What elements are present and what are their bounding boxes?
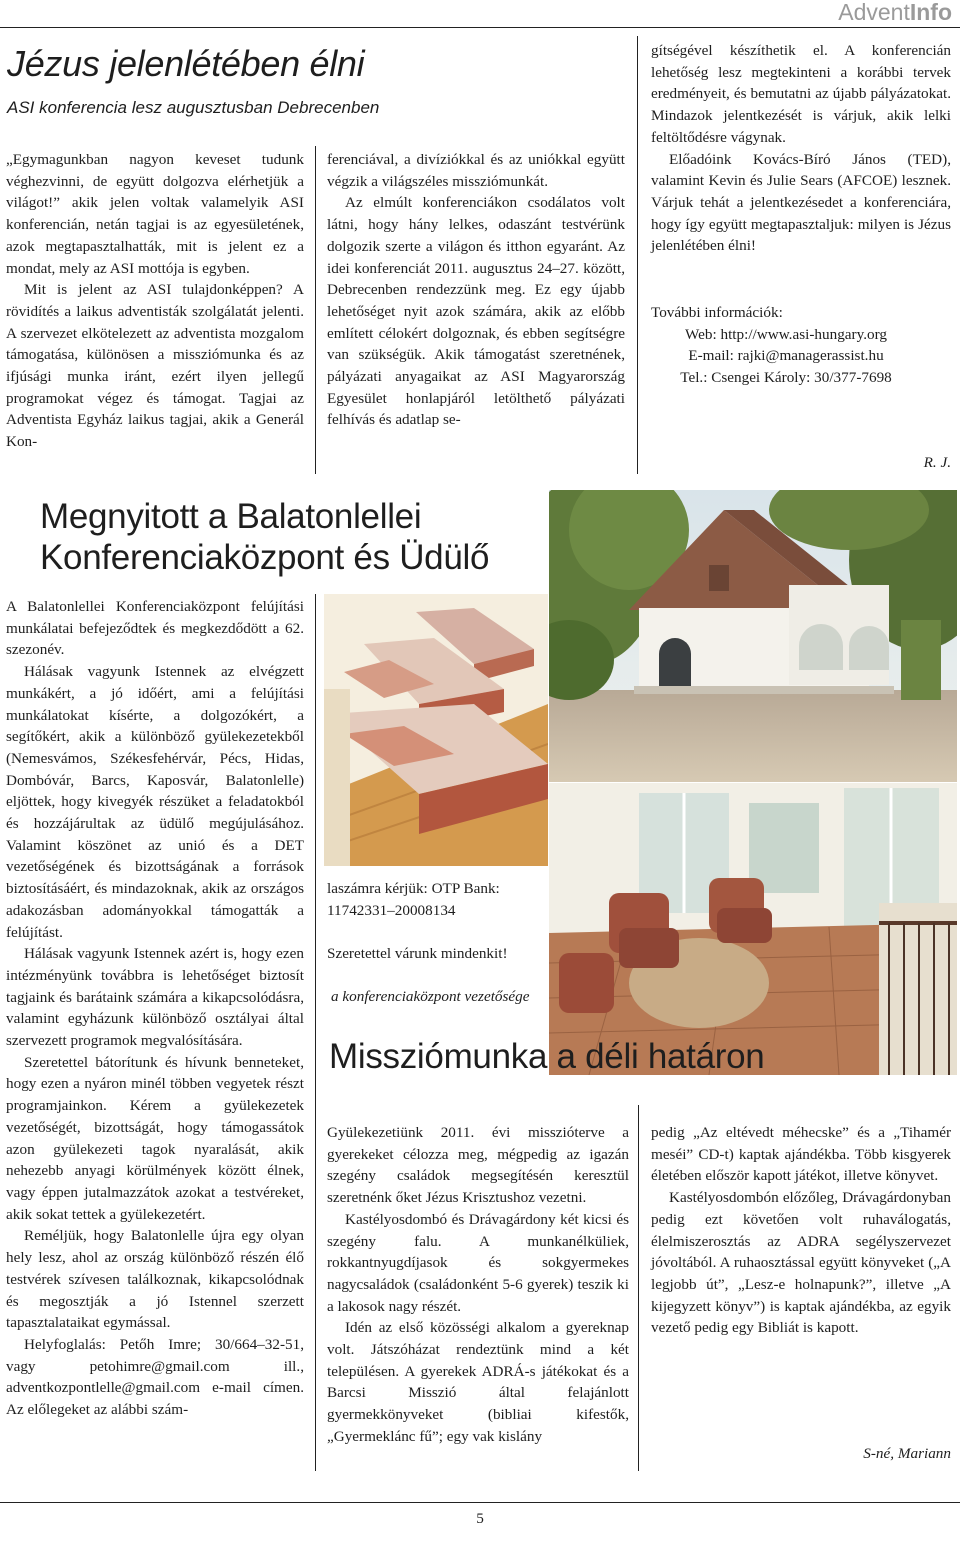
article2-col1-p4: Szeretettel bátorítunk és hívunk benneteket, hogy ezen a nyáron minél többen vegyetek részt programjainkon. Kérem a gyülekezetek vezetőségét, bizottságát, hogy támogassátok azon gyülekezeti tagok nyaralását, akik nehezebb anyagi körülmények között élnek, vagy éppen jutalmazzátok azokat a testvéreket, akik sokat tettek a gyülekezetért. [6, 1053, 304, 1223]
header-rule [0, 27, 960, 28]
info-tel: Tel.: Csengei Károly: 30/377-7698 [680, 369, 892, 387]
article3-signature: S-né, Mariann [863, 1445, 951, 1462]
brand-bold: Info [909, 0, 952, 25]
article1-col1 [6, 149, 304, 453]
article3-title: Missziómunka a déli határon [329, 1037, 765, 1076]
article3-col1-p1: Gyülekezetiünk 2011. évi missziótervе a gyerekeket célozza meg, mégpedig az igazán szegény családok megsegítésén keresztül szeretnénk őket Jézus Krisztushoz vezetni. [327, 1124, 629, 1207]
article2-col1-p5: Reméljük, hogy Balatonlelle újra egy olyan hely lesz, ahol az ország különböző részén élő testvérek szívesen találkoznak, kikapcsolódnak és megosztják a jó Istennel szerzett tapasztalataikat egymással. [6, 1227, 304, 1332]
column-divider [315, 594, 316, 1471]
article1-title: Jézus jelenlétében élni [7, 43, 365, 84]
article2-col1-p2: Hálásak vagyunk Istennek az elvégzett munkákért, a jó időért, ami a felújítási munkálatokat kísérte, a dolgozókért, a segítőkért, akik a különböző gyülekezetekből (Nemesvámos, Székesfehérvár, Pécs, Hidas, Dombóvár, Barcs, Kaposvár, Balatonlelle) eljöttek, hogy kivegyék részüket a feladatokból és hozzájárultak az üdülő megújulásához. Valamint köszönet az unió és a DET vezetőségének és bizottságának a források biztosításáért, és mindazoknak, akik az országos adakozásban adományokkal támogatták a felújítást. [6, 663, 304, 941]
article2-bank: laszámra kérjük: OTP Bank: 11742331–20008134 [327, 880, 500, 919]
photo-building [549, 490, 957, 782]
article3-col1-p3: Idén az első közösségi alkalom a gyereknap volt. Játszóházat rendeztünk mind a két településen. A gyerekek ADRÁ-s játékokat és a Barcsi Misszió által felajánlott gyermekkönyveket (bibliai kifestők, „Gyermeklánc fű”; egy vak kislány [327, 1319, 629, 1445]
article3-col2-p2: Kastélyosdombón előzőleg, Drávagárdonyban pedig ezt követően volt ruhaválogatás, élelmiszerosztás az ADRA segélyszervezet jóvoltából. A ruhaosztással együtt könyveket („A legjobb út”, „Lesz-e holnapunk?”, illetve „A kijegyzett könyv”) is kaptak ajándékba, az egyik vezető pedig egy Bibliát is kapott. [651, 1189, 951, 1337]
article3-col1-p2: Kastélyosdombó és Drávagárdony két kicsi és szegény falu. A munkanélküliek, rokkantnyugdíjasok és sokgyermekes nagycsaládok (családonként 5-6 gyerek) teszik ki a lakosok nagy részét. [327, 1210, 629, 1315]
brand-logo [838, 0, 952, 26]
article1-col1-p1: „Egymagunkban nagyon keveset tudunk véghezvinni, de együtt dolgozva elérhetjük a világot!” akik jelen voltak valamelyik ASI konferencián, netán tagjai is az egyesületének, azok megtapasztalhatták, mit is jelent ez a mondat, mely az ASI mottója is egyben. [6, 151, 304, 277]
article2-col1-p6: Helyfoglalás: Petőh Imre; 30/664–32-51, vagy petohimre@gmail.com ill., adventkozpontlelle@gmail.com e-mail címen. Az előlegeket az alábbi szám- [6, 1335, 304, 1419]
article2-title-line2: Konferenciaközpont és Üdülő [40, 538, 490, 577]
article3-col1 [327, 1122, 629, 1448]
info-heading: További információk: [651, 304, 783, 321]
article2-greeting: Szeretettel várunk mindenkit! [327, 945, 508, 962]
brand-light: Advent [838, 0, 910, 25]
article1-col3-p2: Előadóink Kovács-Bíró János (TED), valamint Kevin és Julie Sears (AFCOE) lesznek. Várjuk tehát a jelentkezésedet a konferenciára, hogy így együtt megtapasztaljuk: milyen is Jézus jelenlétében élni! [651, 150, 951, 255]
info-web: Web: http://www.asi-hungary.org [685, 325, 887, 343]
article2-title-line1: Megnyitott a Balatonlellei [40, 497, 422, 536]
column-divider [637, 36, 638, 474]
article2-col1-p3: Hálásak vagyunk Istennek azért is, hogy ezen intézményünk továbbra is lehetőséget biztosít tagjaink és barátaink számára a kikapcsolódásra, valamint egyházunk különböző osztályai által szervezett programok megvalósítására. [6, 945, 304, 1050]
article1-col3 [651, 40, 951, 257]
article1-signature: R. J. [923, 454, 951, 471]
photo-beds [324, 594, 548, 866]
article1-col1-p2: Mit is jelent az ASI tulajdonképpen? A rövidítés a laikus adventisták szolgálatát jelenti. A szervezet elkötelezett az adventista mozgalom támogatása, különösen a missziómunka és az ifjúsági munka iránt, ezért ilyen jellegű programokat végez és támogat. Tagjai az Adventista Egyház laikus tagjai, akik a Generál Kon- [6, 281, 304, 451]
article1-subtitle: ASI konferencia lesz augusztusban Debrecenben [7, 98, 380, 117]
article2-col1-p1: A Balatonlellei Konferenciaközpont felújítási munkálatai befejeződtek és megkezdődött a 62. szezonév. [6, 598, 304, 659]
article1-col2-p2: Az elmúlt konferenciákon csodálatos volt látni, hogy hány lelkes, odaszánt testvérünk dolgozik szerte a világon és itthon egyaránt. Az idei konferenciát 2011. augusztus 24–27. között, Debrecenben rendezzünk meg. Ez egy újabb lehetőséget nyit azok számára, akik az előbb említett célokért dolgoznak, és ebben segítségre van szükségük. Akik támogatást szeretnének, pályázati anyagaikat az ASI Magyarország Egyesület honlapjáról letölthető pályázati felhívás és adatlap se- [327, 194, 625, 429]
column-divider [315, 146, 316, 474]
article1-col2-p1: ferenciával, a divíziókkal és az uniókkal együtt végzik a világszéles missziómunkát. [327, 151, 625, 190]
page-number: 5 [476, 1510, 484, 1527]
article1-col3-p1: gítségével készíthetik el. A konferencián lehetőség lesz megtekinteni a korábbi tervek eredményeit, és bemutatni az újabb pályázatokat. Mindazok jelentkezését is várjuk, akik lelki feltöltődésre vágynak. [651, 42, 951, 146]
article1-col2 [327, 149, 625, 431]
info-email: E-mail: rajki@managerassist.hu [688, 347, 884, 365]
article3-col2-p1: pedig „Az eltévedt méhecske” és a „Tihamér meséi” CD-t) kaptak ajándékba. Több kisgyerek életében először kapott játékot, illetve könyvet. [651, 1124, 951, 1185]
photo-hall [549, 783, 957, 1075]
article2-col1 [6, 596, 304, 1421]
article2-signature: a konferenciaközpont vezetősége [331, 988, 530, 1005]
article1-info [651, 302, 951, 389]
article3-col2 [651, 1122, 951, 1339]
column-divider [638, 1105, 639, 1471]
footer-rule [0, 1502, 960, 1503]
